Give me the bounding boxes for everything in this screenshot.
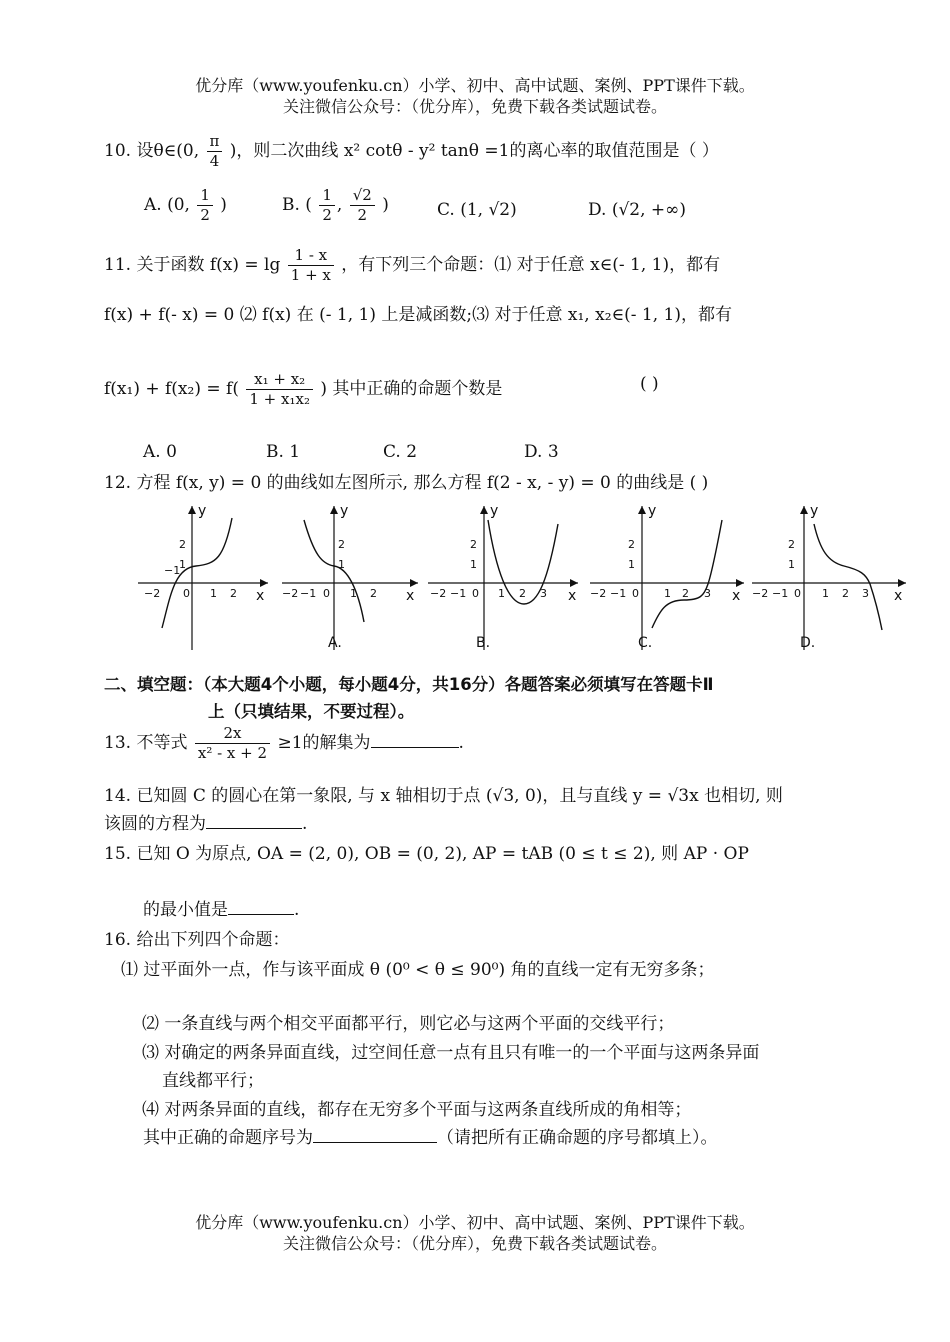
svg-text:−2: −2: [430, 587, 447, 600]
svg-text:2: 2: [338, 538, 345, 551]
svg-text:−1: −1: [164, 564, 181, 577]
q11-option-b: B. 1: [266, 442, 301, 462]
svg-text:3: 3: [862, 587, 869, 600]
svg-text:2: 2: [682, 587, 689, 600]
q16-proposition-2: ⑵ 一条直线与两个相交平面都平行，则它必与这两个平面的交线平行；: [142, 1014, 675, 1034]
svg-text:y: y: [648, 503, 657, 519]
q10-option-a: A. (0, $\frac{1}{2}$ ): [144, 186, 227, 224]
svg-text:1: 1: [664, 587, 671, 600]
svg-text:−2: −2: [590, 587, 607, 600]
q10-pre: 10. 设θ∈(0,: [104, 141, 200, 161]
svg-text:1: 1: [788, 558, 795, 571]
q16-proposition-4: ⑷ 对两条异面的直线，都存在无穷多个平面与这两条直线所成的角相等；: [142, 1100, 692, 1120]
svg-text:2: 2: [519, 587, 526, 600]
svg-text:x: x: [406, 588, 415, 604]
q11-option-d: D. 3: [524, 442, 559, 462]
section-2-heading-2: 上（只填结果，不要过程）。: [208, 702, 415, 721]
svg-text:−2: −2: [282, 587, 299, 600]
svg-text:x: x: [568, 588, 577, 604]
question-11: 11. 关于函数 f(x) = lg $\frac{1 - x}{1 + x}$ ，有下列三个命题：⑴ 对于任意 x∈(- 1, 1)，都有: [104, 246, 721, 284]
svg-text:3: 3: [540, 587, 547, 600]
svg-text:0: 0: [632, 587, 639, 600]
svg-text:2: 2: [470, 538, 477, 551]
question-10: [104, 132, 719, 171]
header-line-2: 关注微信公众号：（优分库），免费下载各类试题试卷。: [282, 97, 667, 116]
q10-option-d: D. (√2, +∞): [588, 200, 686, 220]
svg-text:2: 2: [370, 587, 377, 600]
q10-option-c: C. (1, √2): [437, 200, 517, 220]
svg-text:−2: −2: [144, 587, 161, 600]
question-16: 16. 给出下列四个命题：: [104, 930, 290, 950]
graph-b-label: B.: [476, 635, 491, 651]
svg-text:0: 0: [183, 587, 190, 600]
q11-line-2: f(x) + f(- x) = 0 ⑵ f(x) 在 (- 1, 1) 上是减函数;⑶ 对于任意 x₁, x₂∈(- 1, 1)，都有: [104, 305, 732, 325]
footer-line-2: 关注微信公众号：（优分库），免费下载各类试题试卷。: [282, 1234, 667, 1253]
svg-text:2: 2: [628, 538, 635, 551]
section-2-heading: 二、填空题：（本大题4个小题，每小题4分，共16分）各题答案必须填写在答题卡Ⅱ: [104, 675, 714, 694]
q11-answer-paren: ( ): [640, 374, 659, 394]
header-line-1: 优分库（www.youfenku.cn）小学、初中、高中试题、案例、PPT课件下载。: [195, 76, 755, 95]
q10-post: )，则二次曲线 x² cotθ - y² tanθ =1的离心率的取值范围是（ ）: [229, 141, 719, 161]
q16-proposition-3-cont: 直线都平行；: [162, 1071, 264, 1091]
q16-answer-blank[interactable]: [313, 1124, 437, 1143]
graph-option-c: [586, 500, 748, 655]
q10-option-b: B. ( $\frac{1}{2}$ , $\frac{√2}{2}$ ): [282, 186, 389, 224]
svg-text:1: 1: [179, 558, 186, 571]
svg-text:x: x: [732, 588, 741, 604]
svg-text:−1: −1: [610, 587, 627, 600]
svg-text:0: 0: [323, 587, 330, 600]
graph-c-label: C.: [638, 635, 653, 651]
svg-text:x: x: [894, 588, 903, 604]
svg-text:1: 1: [470, 558, 477, 571]
footer-line-1: 优分库（www.youfenku.cn）小学、初中、高中试题、案例、PPT课件下载。: [195, 1213, 755, 1232]
svg-text:2: 2: [842, 587, 849, 600]
svg-text:y: y: [810, 503, 819, 519]
svg-text:3: 3: [704, 587, 711, 600]
graph-a-label: A.: [328, 635, 342, 651]
q15-answer-blank[interactable]: [228, 896, 294, 915]
graph-option-a: [278, 500, 423, 655]
graph-option-b: [424, 500, 584, 655]
q14-line-2: 该圆的方程为 .: [104, 809, 307, 834]
svg-text:1: 1: [210, 587, 217, 600]
question-13: 13. 不等式 $\frac{2x}{\text{x² - x + 2}}$ ≥1的解集为 .: [104, 724, 464, 762]
svg-text:2: 2: [230, 587, 237, 600]
svg-text:2: 2: [788, 538, 795, 551]
svg-text:1: 1: [822, 587, 829, 600]
q15-line-2: 的最小值是 .: [143, 895, 299, 920]
q16-proposition-1: ⑴ 过平面外一点，作与该平面成 θ (0⁰ < θ ≤ 90⁰) 角的直线一定有无穷多条；: [121, 960, 715, 980]
svg-text:1: 1: [498, 587, 505, 600]
question-12: 12. 方程 f(x, y) = 0 的曲线如左图所示, 那么方程 f(2 - x, - y) = 0 的曲线是 ( ): [104, 473, 709, 493]
graph-d-label: D.: [800, 635, 816, 651]
svg-text:x: x: [256, 588, 265, 604]
svg-text:1: 1: [350, 587, 357, 600]
svg-text:y: y: [198, 503, 207, 519]
svg-text:−1: −1: [772, 587, 789, 600]
q11-option-a: A. 0: [143, 442, 177, 462]
q10-fraction: $\frac{\pi}{4}$: [207, 132, 223, 171]
svg-text:y: y: [340, 503, 349, 519]
svg-text:0: 0: [472, 587, 479, 600]
svg-text:0: 0: [794, 587, 801, 600]
question-14: 14. 已知圆 C 的圆心在第一象限, 与 x 轴相切于点 (√3, 0)，且与直线 y = √3x 也相切, 则: [104, 786, 783, 806]
graph-option-d: [748, 500, 910, 655]
q14-answer-blank[interactable]: [206, 810, 302, 829]
svg-text:y: y: [490, 503, 499, 519]
svg-text:−2: −2: [752, 587, 769, 600]
q11-option-c: C. 2: [383, 442, 418, 462]
q13-answer-blank[interactable]: [371, 729, 459, 748]
svg-text:1: 1: [338, 558, 345, 571]
svg-text:−1: −1: [300, 587, 317, 600]
graph-original: [134, 500, 274, 655]
question-15: 15. 已知 O 为原点, OA = (2, 0), OB = (0, 2), AP = tAB (0 ≤ t ≤ 2), 则 AP · OP: [104, 844, 749, 864]
svg-text:1: 1: [628, 558, 635, 571]
svg-text:−1: −1: [450, 587, 467, 600]
q11-line-3: f(x₁) + f(x₂) = f( $\frac{\text{x₁ + x₂}}{\text{1 + x₁x₂}}$ ) 其中正确的命题个数是: [104, 370, 503, 408]
q16-proposition-3: ⑶ 对确定的两条异面直线，过空间任意一点有且只有唯一的一个平面与这两条异面: [142, 1043, 760, 1063]
q16-final-line: 其中正确的命题序号为 （请把所有正确命题的序号都填上）。: [143, 1123, 718, 1148]
svg-text:2: 2: [179, 538, 186, 551]
